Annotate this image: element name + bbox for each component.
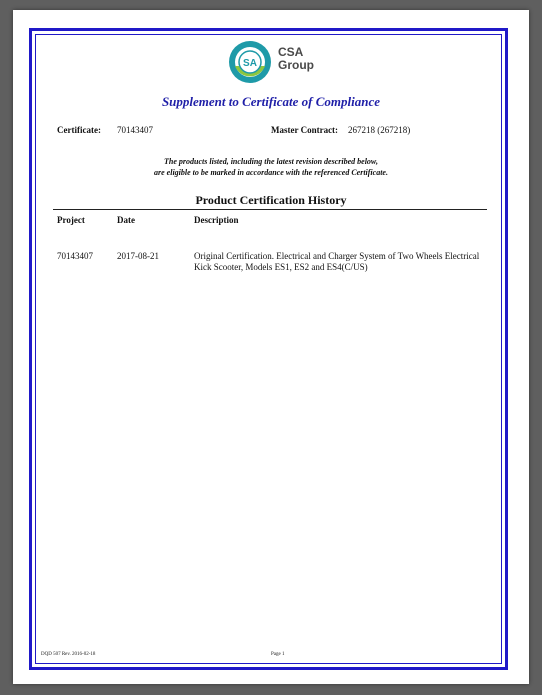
certificate-label: Certificate: — [57, 125, 101, 135]
row-description: Original Certification. Electrical and Charger System of Two Wheels Electrical Kick Scooter, Models ES1, ES2 and ES4(C/US) — [194, 251, 480, 272]
section-divider — [53, 209, 487, 210]
certificate-number: 70143407 — [117, 125, 153, 135]
csa-group-logo — [225, 38, 345, 86]
footer-page-number: Page 1 — [271, 652, 285, 657]
logo-text — [278, 46, 314, 72]
logo-line-1: CSA — [278, 45, 304, 59]
svg-text:SA: SA — [243, 58, 257, 69]
footer-form-number: DQD 507 Rev. 2016-02-18 — [41, 652, 96, 657]
notice-line-1: The products listed, including the latest revision described below, — [164, 157, 378, 166]
column-header-project: Project — [57, 215, 85, 225]
section-title: Product Certification History — [195, 193, 347, 207]
notice-line-2: are eligible to be marked in accordance with the referenced Certificate. — [154, 168, 388, 177]
master-contract-label: Master Contract: — [271, 125, 339, 135]
row-project: 70143407 — [57, 251, 93, 261]
page-border-inner — [35, 34, 502, 664]
column-header-description: Description — [194, 215, 239, 225]
document-page — [13, 10, 529, 684]
logo-line-2: Group — [278, 58, 314, 72]
document-title: Supplement to Certificate of Compliance — [161, 94, 381, 109]
column-header-date: Date — [117, 215, 135, 225]
eligibility-notice — [13, 156, 529, 178]
master-contract-number: 267218 (267218) — [348, 125, 411, 135]
csa-logo-icon — [225, 38, 275, 86]
row-date: 2017-08-21 — [117, 251, 159, 261]
